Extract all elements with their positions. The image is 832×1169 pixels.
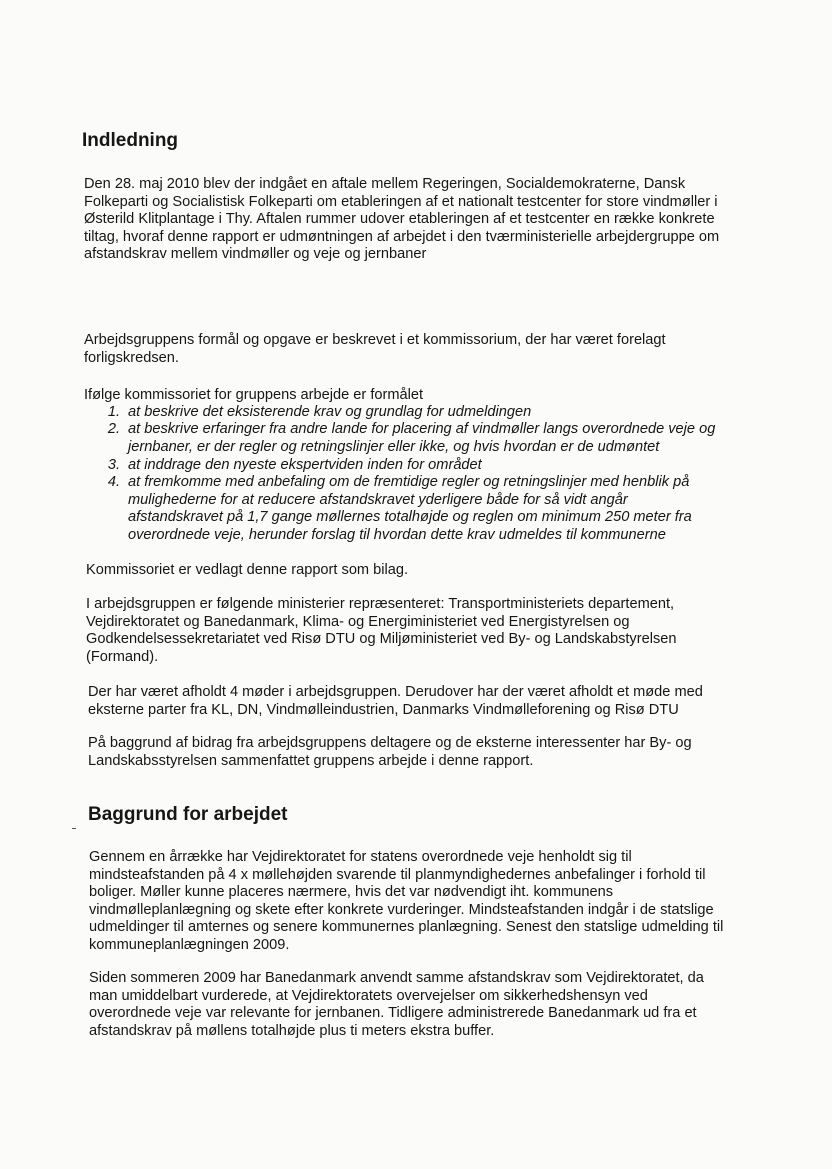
text-line: overordnede veje var relevante for jernbanen. Tidligere administrerede Banedanmark ud fra et: [89, 1005, 697, 1022]
intro-paragraph: [84, 176, 719, 264]
text-line: Kommissoriet er vedlagt denne rapport som bilag.: [86, 562, 409, 578]
text-line: mindsteafstanden på 4 x møllehøjden svarende til planmyndighedernes anbefalinger i forhold til: [89, 866, 706, 883]
text-line: (Formand).: [86, 648, 159, 665]
text-line: afstandskravet på 1,7 gange møllernes totalhøjde og reglen om minimum 250 meter fra: [128, 509, 692, 526]
text-line: udmeldinger til amternes og senere kommunernes planlægning. Senest den statslige udmelding til: [89, 919, 724, 936]
text-line: afstandskrav mellem vindmøller og veje og jernbaner: [84, 246, 427, 263]
text-line: afstandskrav på møllens totalhøjde plus ti meters ekstra buffer.: [89, 1022, 495, 1039]
text-line: Landskabsstyrelsen sammenfattet gruppens arbejde i denne rapport.: [88, 752, 534, 769]
section-heading-indledning: Indledning: [82, 130, 179, 151]
meetings-paragraph: [88, 684, 703, 719]
list-number: 2.: [107, 421, 120, 437]
text-line: at inddrage den nyeste ekspertviden inden for området: [128, 457, 482, 473]
scan-artifact: [72, 828, 76, 829]
text-line: Der har været afholdt 4 møder i arbejdsgruppen. Derudover har der været afholdt et møde med: [88, 684, 703, 700]
text-line: Arbejdsgruppens formål og opgave er beskrevet i et kommissorium, der har været forelagt: [84, 332, 666, 348]
text-line: Gennem en årrække har Vejdirektoratet for statens overordnede veje henholdt sig til: [89, 849, 632, 865]
background-paragraph-1: [89, 849, 723, 955]
text-line: På baggrund af bidrag fra arbejdsgruppens deltagere og de eksterne interessenter har By- og: [88, 735, 692, 751]
text-line: overordnede veje, herunder forslag til hvordan dette krav udmeldes til kommunerne: [128, 526, 666, 543]
text-line: I arbejdsgruppen er følgende ministerier repræsenteret: Transportministeriets departement,: [86, 596, 675, 612]
text-line: kommuneplanlægningen 2009.: [89, 936, 290, 953]
purpose-paragraph: [84, 332, 666, 367]
summary-paragraph: [88, 735, 692, 770]
text-line: at beskrive erfaringer fra andre lande for placering af vindmøller langs overordnede veje og: [128, 421, 716, 437]
text-line: at fremkomme med anbefaling om de fremtidige regler og retningslinjer med henblik på: [128, 474, 690, 490]
text-line: vindmølleplanlægning og skete efter konkrete vurderinger. Mindsteafstanden indgår i de statslige: [89, 901, 714, 918]
list-item-text: [128, 474, 692, 544]
list-number: 1.: [107, 404, 120, 420]
text-line: at beskrive det eksisterende krav og grundlag for udmeldingen: [128, 404, 532, 420]
text-line: Vejdirektoratet og Banedanmark, Klima- og Energiministeriet ved Energistyrelsen og: [86, 613, 630, 630]
ministries-paragraph: [86, 596, 676, 666]
text-line: boliger. Møller kunne placeres nærmere, hvis det var nødvendigt iht. kommunens: [89, 884, 613, 901]
text-line: Den 28. maj 2010 blev der indgået en aftale mellem Regeringen, Socialdemokraterne, Dansk: [84, 176, 686, 192]
text-line: forligskredsen.: [84, 349, 179, 366]
text-line: eksterne parter fra KL, DN, Vindmølleindustrien, Danmarks Vindmølleforening og Risø DTU: [88, 701, 679, 718]
text-line: Ifølge kommissoriet for gruppens arbejde er formålet: [84, 387, 424, 403]
section-heading-baggrund: Baggrund for arbejdet: [88, 804, 288, 825]
list-number: 3.: [107, 457, 120, 473]
list-item-text: [128, 457, 482, 475]
text-line: jernbaner, er der regler og retningslinjer eller ikke, og hvis hvordan er de udmøntet: [128, 438, 660, 455]
list-intro: [84, 387, 423, 405]
background-paragraph-2: [89, 970, 704, 1040]
text-line: mulighederne for at reducere afstandskravet yderligere både for så vidt angår: [128, 491, 628, 508]
list-item-text: [128, 404, 531, 422]
text-line: Folkeparti og Socialistisk Folkeparti om etableringen af et nationalt testcenter for store vindmøller i: [84, 193, 718, 210]
text-line: tiltag, hvoraf denne rapport er udmøntningen af arbejdet i den tværministerielle arbejdergruppe om: [84, 228, 720, 245]
list-item-text: [128, 421, 715, 456]
annex-note: [86, 562, 408, 580]
text-line: man umiddelbart vurderede, at Vejdirektoratets overvejelser om sikkerhedshensyn ved: [89, 987, 648, 1004]
text-line: Godkendelsessekretariatet ved Risø DTU og Miljøministeriet ved By- og Landskabstyrelsen: [86, 631, 677, 648]
text-line: Østerild Klitplantage i Thy. Aftalen rummer udover etableringen af et testcenter en række konkrete: [84, 211, 715, 228]
list-number: 4.: [107, 474, 120, 490]
text-line: Siden sommeren 2009 har Banedanmark anvendt samme afstandskrav som Vejdirektoratet, da: [89, 970, 704, 986]
